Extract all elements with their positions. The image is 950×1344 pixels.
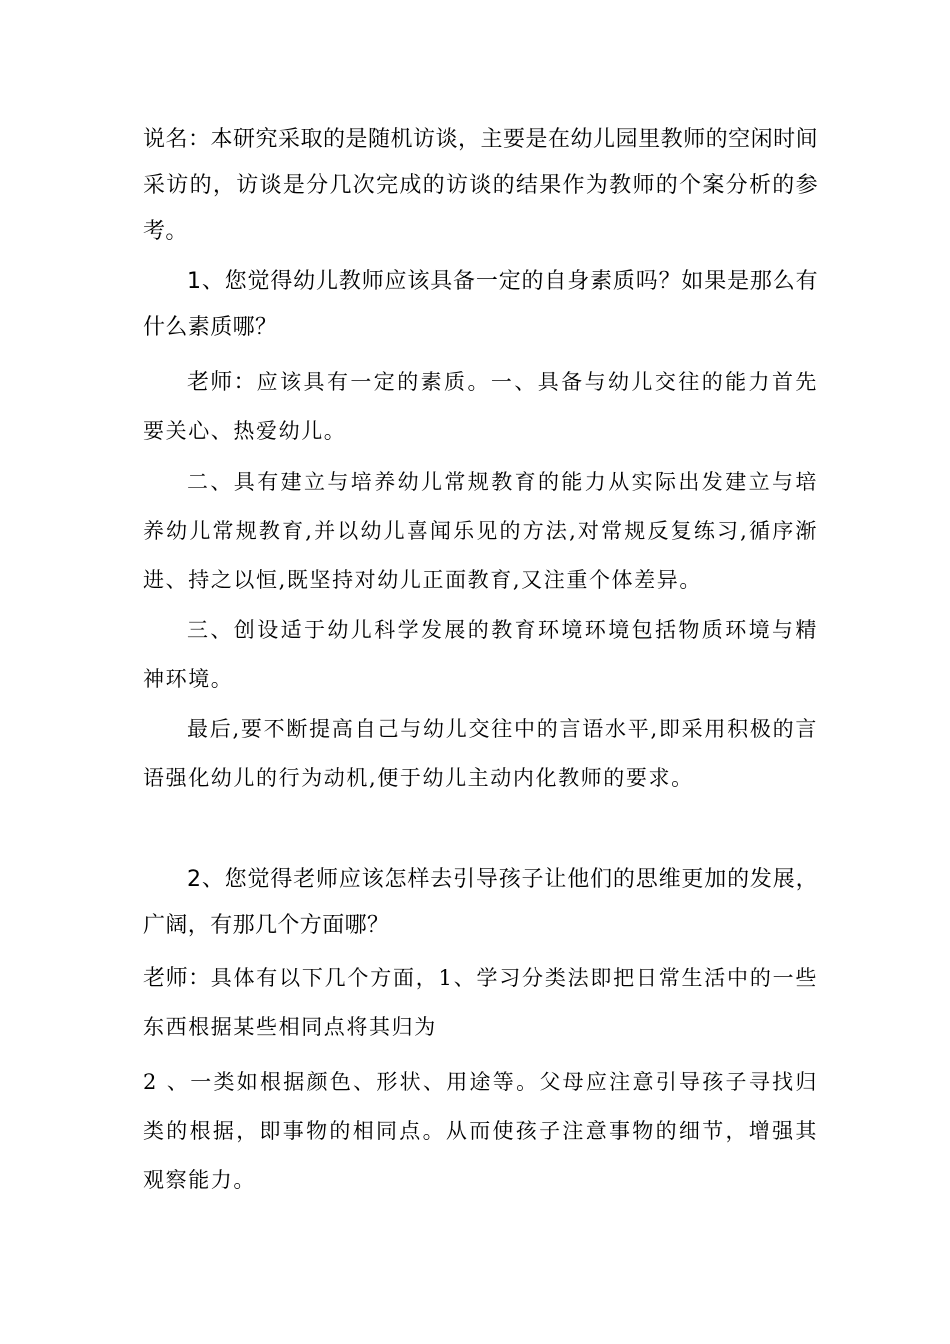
answer-1-paragraph-2: 二、具有建立与培养幼儿常规教育的能力从实际出发建立与培养幼儿常规教育,并以幼儿喜闻乐见的方法,对常规反复练习,循序渐进、持之以恒,既坚持对幼儿正面教育,又注重个体差异。 (143, 470, 818, 592)
teacher-label: 老师： (143, 966, 211, 991)
answer-2-paragraph-1 (143, 954, 818, 1052)
answer-1-paragraph-4: 最后,要不断提高自己与幼儿交往中的言语水平,即采用积极的言语强化幼儿的行为动机,便于幼儿主动内化教师的要求。 (143, 717, 818, 790)
question-2: 2、您觉得老师应该怎样去引导孩子让他们的思维更加的发展，广阔，有那几个方面哪？ (143, 867, 818, 938)
teacher-label: 老师： (187, 370, 257, 395)
answer-2-paragraph-2: 2 、一类如根据颜色、形状、用途等。父母应注意引导孩子寻找归类的根据，即事物的相同点。从而使孩子注意事物的细节，增强其观察能力。 (143, 1070, 818, 1192)
question-1: 1、您觉得幼儿教师应该具备一定的自身素质吗？如果是那么有什么素质哪？ (143, 269, 818, 340)
answer-1-text-1: 应该具有一定的素质。一、具备与幼儿交往的能力首先要关心、热爱幼儿。 (143, 370, 818, 443)
intro-paragraph: 说名：本研究采取的是随机访谈，主要是在幼儿园里教师的空闲时间采访的，访谈是分几次完成的访谈的结果作为教师的个案分析的参考。 (143, 127, 818, 244)
answer-1-paragraph-1 (143, 358, 818, 456)
answer-2-text-1: 具体有以下几个方面，1、学习分类法即把日常生活中的一些东西根据某些相同点将其归为 (143, 966, 819, 1039)
answer-1-paragraph-3: 三、创设适于幼儿科学发展的教育环境环境包括物质环境与精神环境。 (143, 618, 818, 691)
